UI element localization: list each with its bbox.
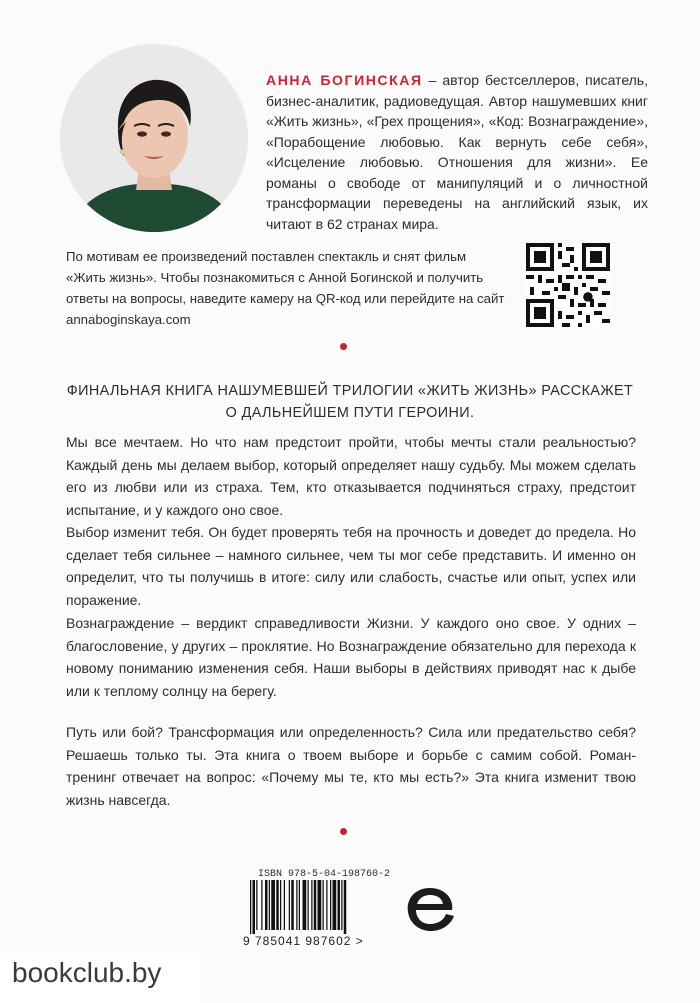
barcode xyxy=(248,880,382,938)
paragraph-4: Путь или бой? Трансформация или определенность? Сила или предательство себя? Решаешь только ты. Эта книга о твоем выборе и борьбе с самим собой. Роман-тренинг отвечает на вопрос: «Почему мы те, кто мы есть?» Эта книга изменит твою жизнь навсегда. xyxy=(66,724,636,808)
publisher-logo-icon xyxy=(400,880,460,940)
separator-dot xyxy=(340,343,347,350)
author-photo xyxy=(60,44,248,232)
separator-dot-bottom xyxy=(340,828,347,835)
barcode-digits: 9 785041 987602 > xyxy=(243,934,364,948)
qr-code[interactable] xyxy=(526,243,610,327)
author-bio xyxy=(266,70,648,234)
watermark-text: bookclub.by xyxy=(12,957,162,988)
paragraph-1: Мы все мечтаем. Но что нам предстоит пройти, чтобы мечты стали реальностью? Каждый день мы делаем выбор, который определяет нашу судьбу. Мы можем сделать его из любви или из страха. Тем, кто отказывается подчиняться страху, предстоит испытание, и у каждого оно свое. xyxy=(66,434,636,518)
paragraph-2: Выбор изменит тебя. Он будет проверять тебя на прочность и доведет до предела. Но сделает тебя сильнее – намного сильнее, чем ты мог себе представить. И именно он определит, что ты получишь в итоге: силу или слабость, счастье или опыт, успех или поражение. xyxy=(66,524,636,608)
paragraph-3: Вознаграждение – вердикт справедливости Жизни. У каждого оно свое. У одних – благословение, у других – проклятие. Но Вознаграждение обязательно для перехода к новому пониманию изменения себя. Наши выборы в действиях приводят нас к дыбе или к теплому солнцу на берегу. xyxy=(66,615,636,699)
author-name: АННА БОГИНСКАЯ xyxy=(266,72,423,88)
author-bio-text: – автор бестселлеров, писатель, бизнес-аналитик, радиоведущая. Автор нашумевших книг «Жить жизнь», «Грех прощения», «Код: Вознаграждение», «Порабощение любовью. Как вернуть себе себя», «Исцеление любовью. Отношения для жизни». Ее романы о свободе от манипуляций и о личностной трансформации переведены на английский язык, их читают в 62 странах мира. xyxy=(266,72,648,232)
isbn-label: ISBN 978-5-04-198760-2 xyxy=(258,869,391,880)
headline: ФИНАЛЬНАЯ КНИГА НАШУМЕВШЕЙ ТРИЛОГИИ «ЖИТЬ ЖИЗНЬ» РАССКАЖЕТ О ДАЛЬНЕЙШЕМ ПУТИ ГЕРОИНИ. xyxy=(66,383,634,421)
info-text: По мотивам ее произведений поставлен спектакль и снят фильм «Жить жизнь». Чтобы познакомиться с Анной Богинской и получить ответы на вопросы, наведите камеру на QR-код или перейдите на сайт annaboginskaya.com xyxy=(66,249,505,327)
watermark xyxy=(0,953,200,1003)
